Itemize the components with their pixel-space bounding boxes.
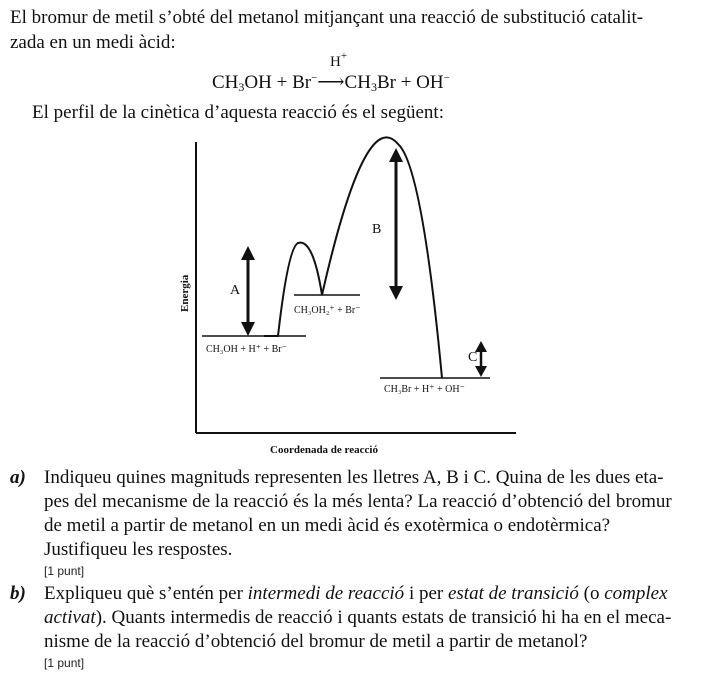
question-b-points: [1 punt] bbox=[44, 656, 85, 670]
label-B: B bbox=[372, 222, 382, 237]
reactants-label: CH₃OH + H⁺ + Br⁻ bbox=[206, 344, 287, 355]
intro-line-1: El bromur de metil s’obté del metanol mitjançant una reacció de substitució catalit- bbox=[10, 7, 644, 28]
question-a-line-2: pes del mecanisme de la reacció és la més lenta? La reacció d’obtenció del bromur bbox=[44, 491, 672, 512]
arrow-A-head-up bbox=[241, 246, 255, 260]
arrow-B-head-up bbox=[389, 148, 403, 162]
equation-line: $CH_3OH$ + $Br^-⟶CH_3Br + OH^-$ bbox=[212, 72, 450, 94]
catalyst-label: H+ bbox=[330, 50, 348, 70]
question-a-letter: a) bbox=[10, 467, 26, 488]
arrow-A-head-down bbox=[241, 322, 255, 336]
profile-intro: El perfil de la cinètica d’aquesta reacció és el següent: bbox=[32, 102, 444, 123]
intro-line-2: zada en un medi àcid: bbox=[10, 32, 176, 53]
question-a-line-4: Justifiqueu les respostes. bbox=[44, 539, 233, 560]
arrow-B-head-down bbox=[389, 286, 403, 300]
energy-curve bbox=[264, 137, 442, 378]
question-b-line-1: Expliqueu què s’entén per intermedi de reacció i per estat de transició (o complex bbox=[44, 583, 668, 604]
question-a-line-3: de metil a partir de metanol en un medi àcid és exotèrmica o endotèrmica? bbox=[44, 515, 611, 536]
question-b-line-3: nisme de la reacció d’obtenció del bromur de metil a partir de metanol? bbox=[44, 631, 588, 652]
label-C: C bbox=[468, 350, 478, 365]
reaction-arrow: ⟶ bbox=[317, 72, 345, 93]
question-b-letter: b) bbox=[10, 583, 26, 604]
arrow-C-head-down bbox=[475, 366, 487, 377]
intermediate-label: CH₃OH₂⁺ + Br⁻ bbox=[294, 305, 361, 316]
reaction-equation bbox=[212, 50, 512, 98]
products-label: CH₃Br + H⁺ + OH⁻ bbox=[384, 384, 465, 395]
energy-profile-diagram bbox=[170, 130, 530, 460]
question-b-line-2: activat). Quants intermedis de reacció i quants estats de transició hi ha en el meca- bbox=[44, 607, 672, 628]
x-axis-label: Coordenada de reacció bbox=[270, 444, 378, 456]
y-axis-label: Energia bbox=[179, 274, 191, 312]
question-a-points: [1 punt] bbox=[44, 564, 85, 578]
label-A: A bbox=[230, 283, 241, 298]
question-a-line-1: Indiqueu quines magnituds representen les lletres A, B i C. Quina de les dues eta- bbox=[44, 467, 664, 488]
